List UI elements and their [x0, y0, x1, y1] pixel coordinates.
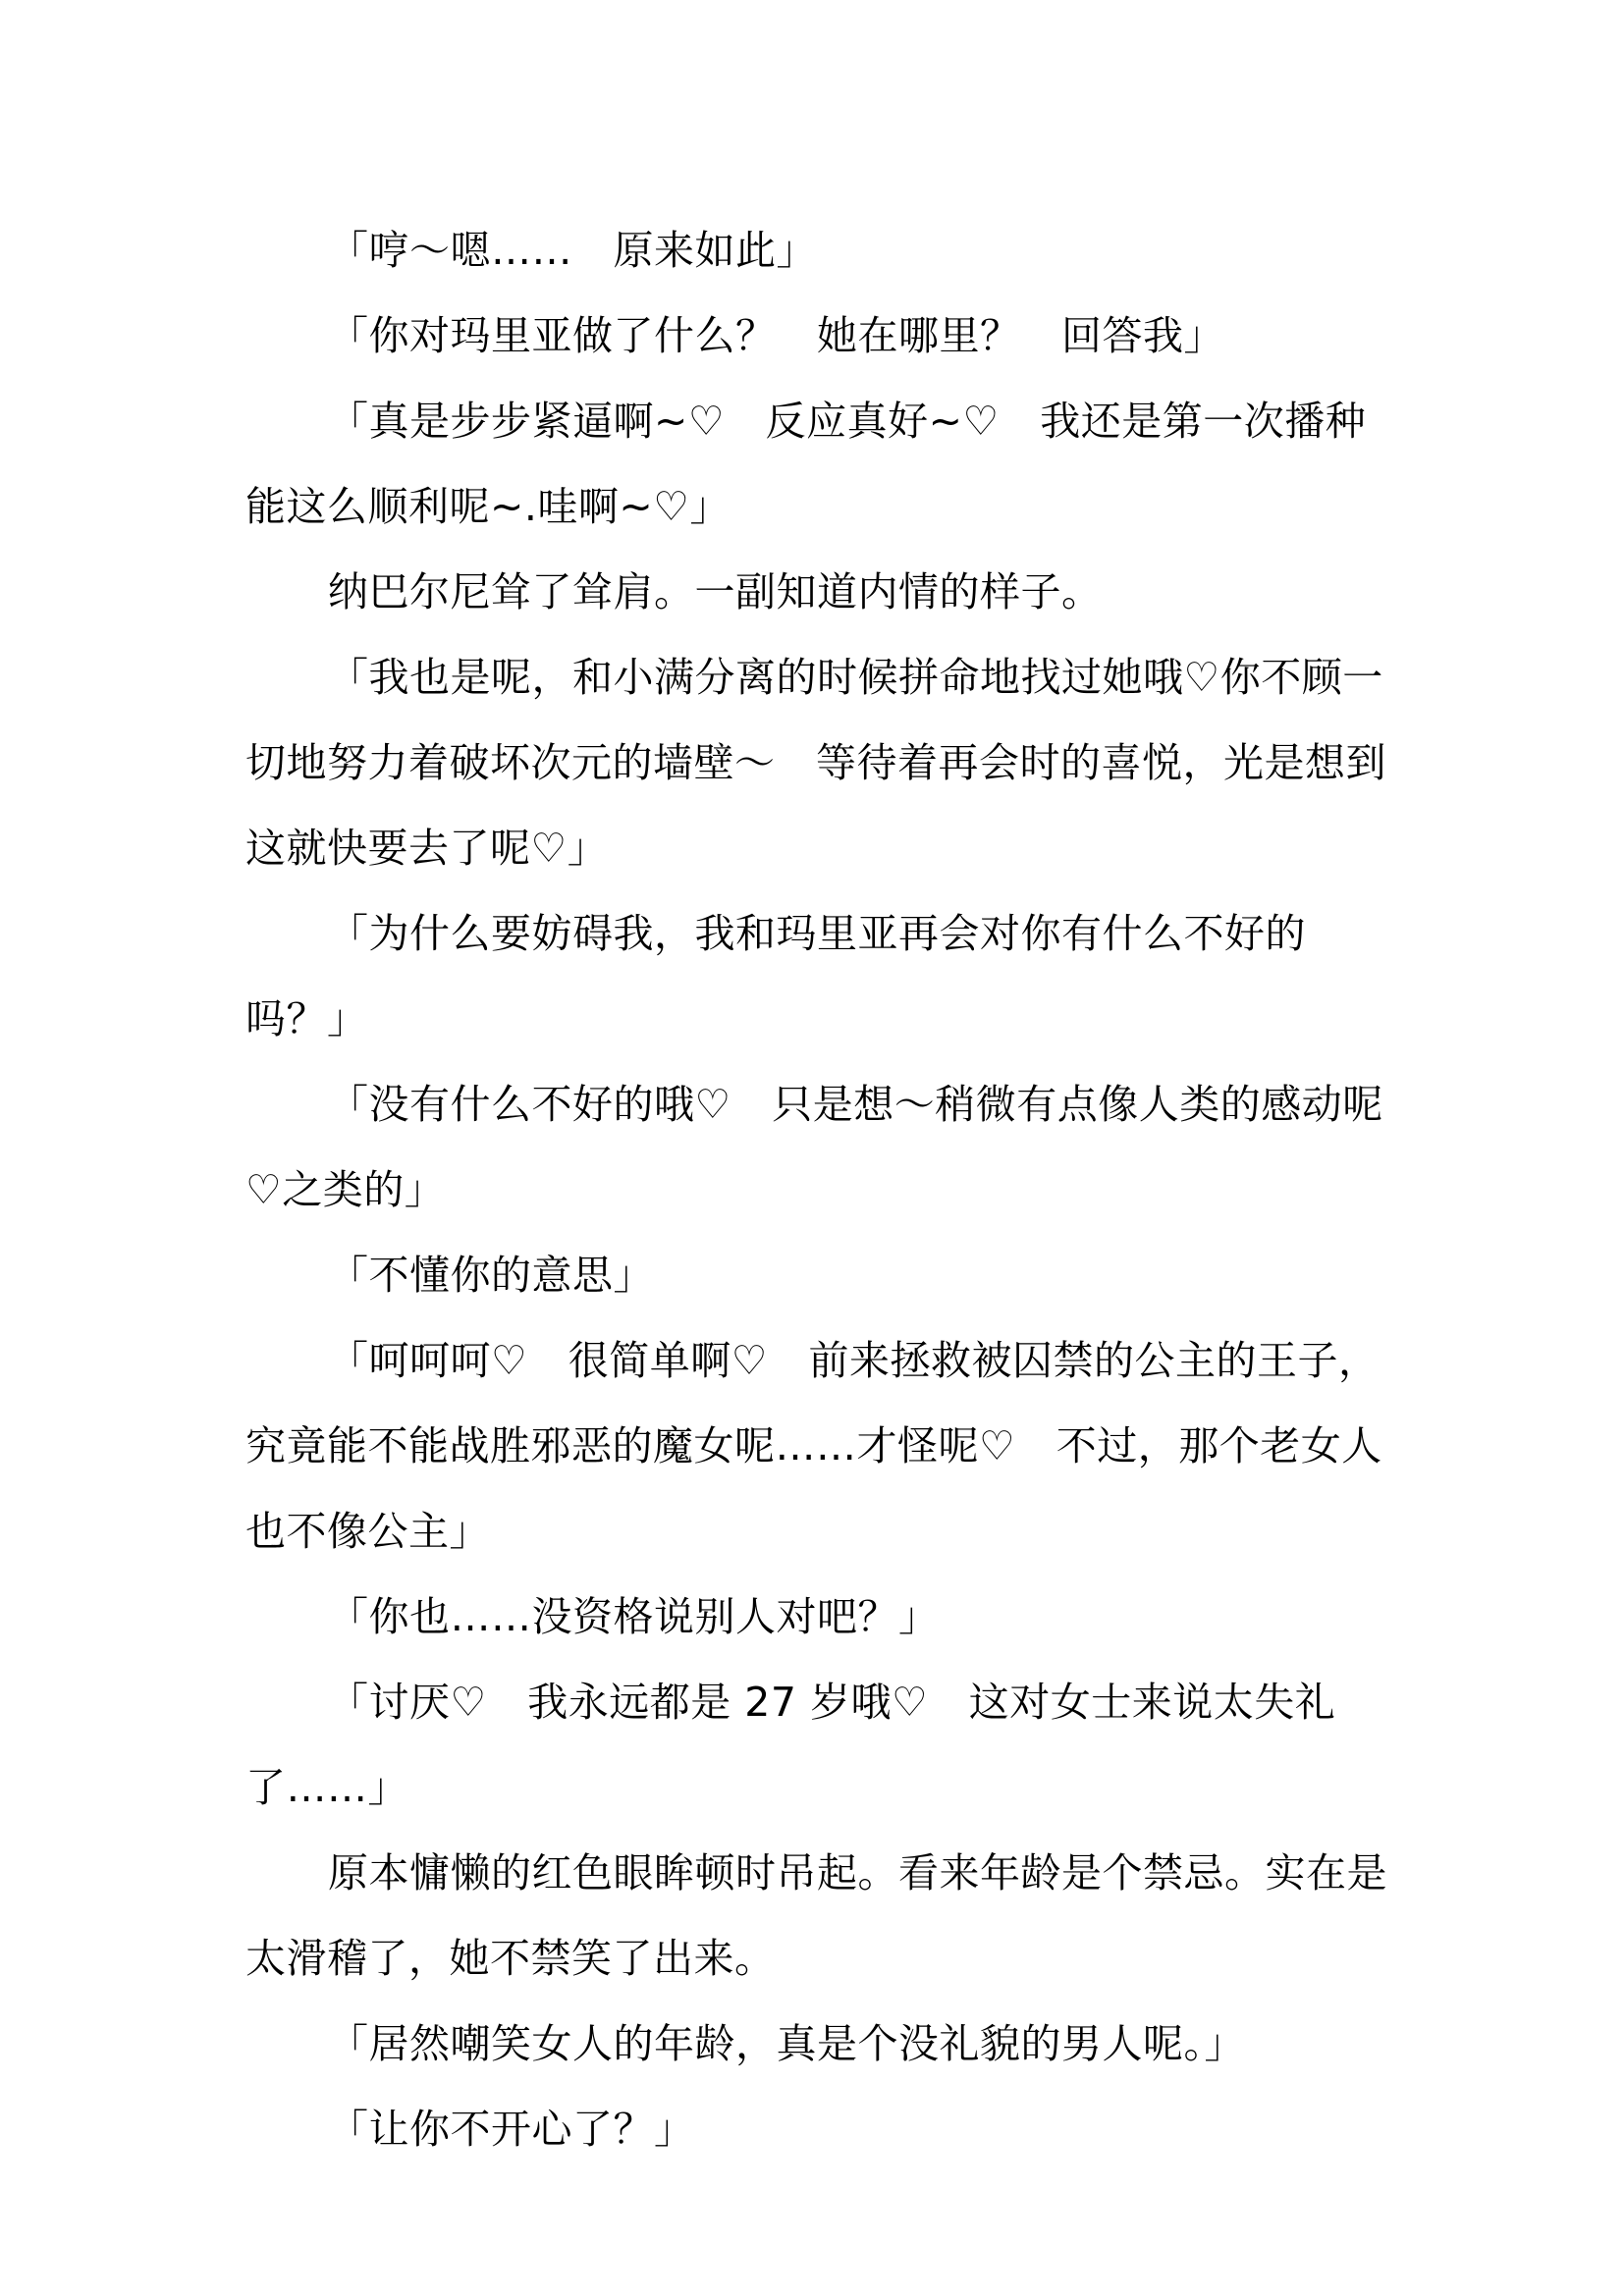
- paragraph: 「居然嘲笑女人的年龄，真是个没礼貌的男人呢。」: [328, 2020, 1245, 2067]
- paragraph: 「呵呵呵♡ 很简单啊♡ 前来拯救被囚禁的公主的王子，究竟能不能战胜邪恶的魔女呢……才怪呢♡ 不过，那个老女人也不像公主」: [245, 1337, 1382, 1555]
- paragraph: 「我也是呢，和小满分离的时候拼命地找过她哦♡你不顾一切地努力着破坏次元的墙壁～ 等待着再会时的喜悦，光是想到这就快要去了呢♡」: [245, 654, 1386, 872]
- paragraph: 原本慵懒的红色眼眸顿时吊起。看来年龄是个禁忌。实在是太滑稽了，她不禁笑了出来。: [245, 1849, 1387, 1982]
- paragraph: 「你也……没资格说别人对吧？」: [328, 1593, 940, 1640]
- paragraph: 「真是步步紧逼啊~♡ 反应真好~♡ 我还是第一次播种能这么顺利呢~.哇啊~♡」: [245, 398, 1367, 530]
- paragraph: 「讨厌♡ 我永远都是 27 岁哦♡ 这对女士来说太失礼了……」: [245, 1679, 1336, 1811]
- paragraph: 「没有什么不好的哦♡ 只是想～稍微有点像人类的感动呢♡之类的」: [245, 1081, 1383, 1213]
- paragraph: 「为什么要妨碍我，我和玛里亚再会对你有什么不好的吗？」: [245, 910, 1306, 1042]
- paragraph: 「你对玛里亚做了什么？ 她在哪里？ 回答我」: [328, 312, 1224, 359]
- paragraph: 「哼～嗯…… 原来如此」: [328, 227, 817, 274]
- paragraph: 「不懂你的意思」: [328, 1252, 654, 1299]
- body-text: [245, 208, 1404, 2172]
- paragraph: 纳巴尔尼耸了耸肩。一副知道内情的样子。: [328, 568, 1103, 615]
- paragraph: 「让你不开心了？」: [328, 2106, 695, 2153]
